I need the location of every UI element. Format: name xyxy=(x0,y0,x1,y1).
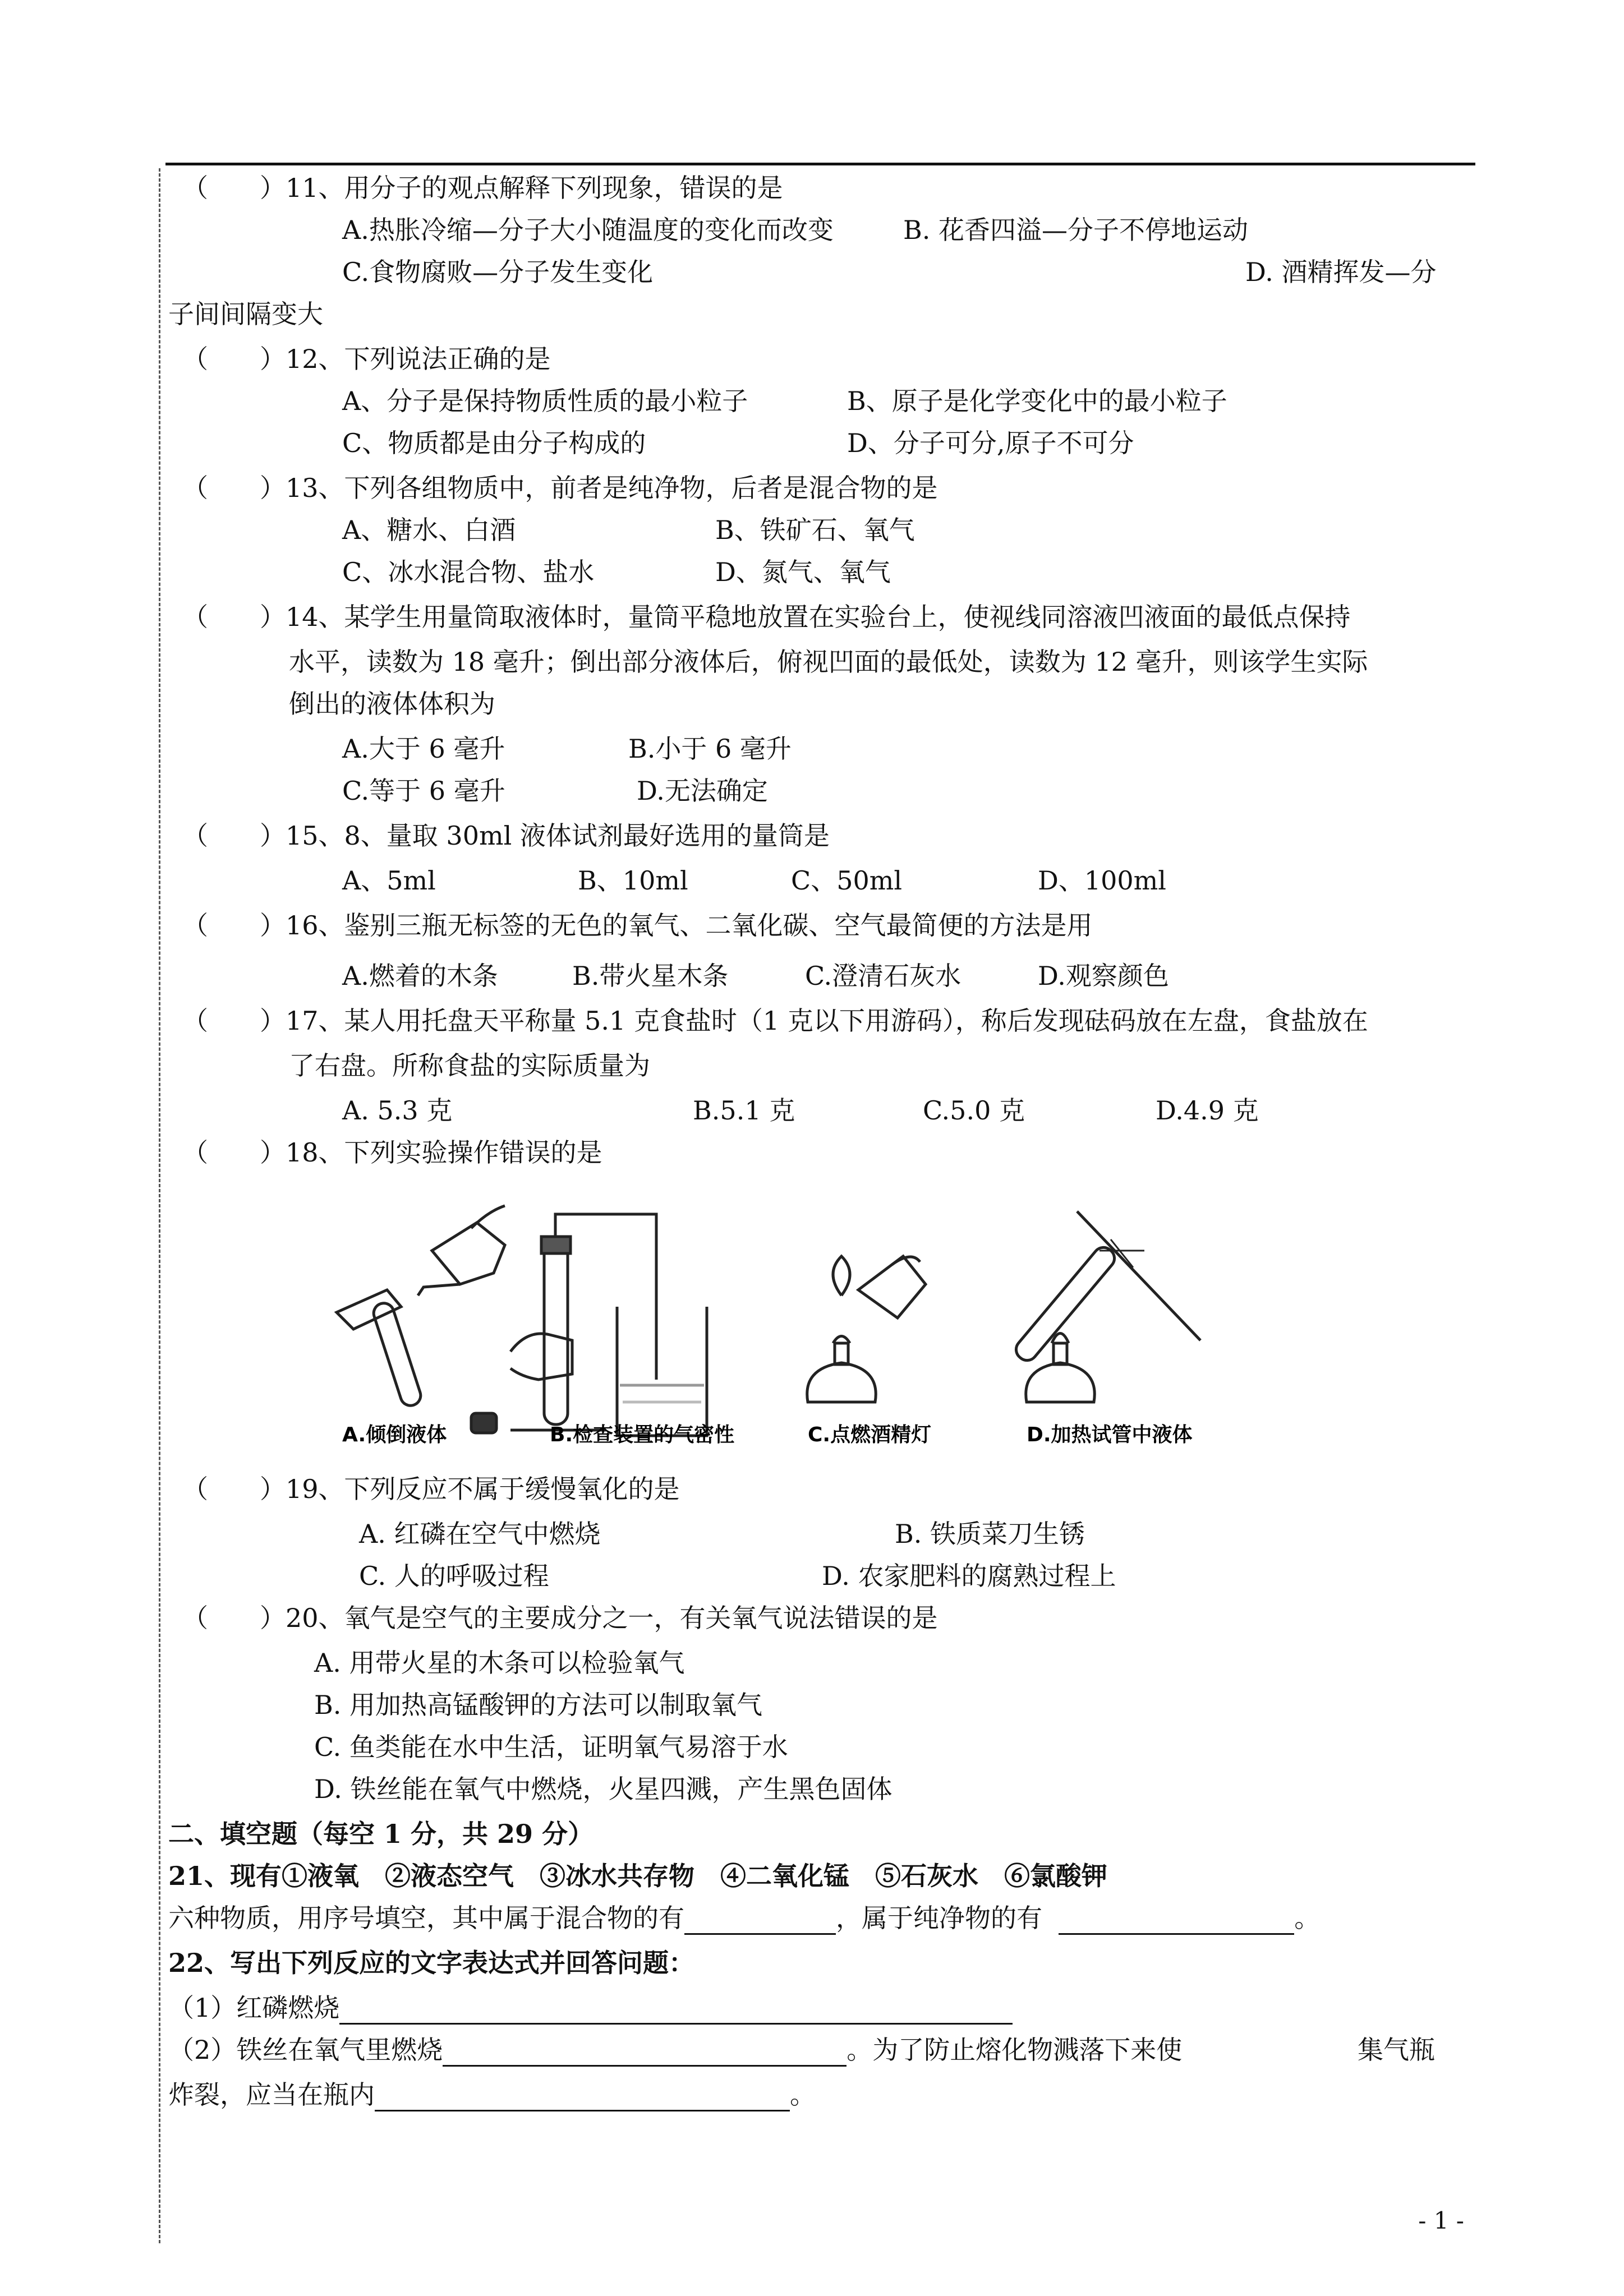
q19-option-c: C. 人的呼吸过程 xyxy=(359,1561,549,1591)
q11-option-c: C.食物腐败—分子发生变化 xyxy=(342,257,654,287)
figure-a-pouring-liquid xyxy=(337,1206,505,1433)
q14-option-a: A.大于 6 毫升 xyxy=(342,734,505,764)
q14-stem: （ ）14、某学生用量筒取液体时，量筒平稳地放置在实验台上，使视线同溶液凹液面的最低点保持 xyxy=(182,602,1351,632)
q19-option-d: D. 农家肥料的腐熟过程上 xyxy=(822,1561,1116,1591)
q19-stem: （ ）19、下列反应不属于缓慢氧化的是 xyxy=(182,1474,680,1504)
q17-stem-line2: 了右盘。所称食盐的实际质量为 xyxy=(289,1050,650,1081)
q21-line2 xyxy=(168,1901,1320,1935)
figure-caption-a: A.倾倒液体 xyxy=(342,1423,447,1446)
q11-option-a: A.热胀冷缩—分子大小随温度的变化而改变 xyxy=(342,215,834,245)
q16-option-c: C.澄清石灰水 xyxy=(805,961,961,991)
q13-option-d: D、氮气、氧气 xyxy=(715,557,891,587)
q22-part2-text-end: 集气瓶 xyxy=(1358,2035,1435,2065)
q22-part2-label: （2）铁丝在氧气里燃烧 xyxy=(168,2035,443,2065)
figure-c-alcohol-lamp xyxy=(807,1256,926,1402)
q22-part3-blank[interactable] xyxy=(375,2083,790,2111)
q13-option-a: A、糖水、白酒 xyxy=(342,515,516,545)
q14-option-b: B.小于 6 毫升 xyxy=(628,734,792,764)
q17-option-d: D.4.9 克 xyxy=(1156,1095,1259,1126)
q21-blank-mixtures[interactable] xyxy=(684,1906,836,1935)
figure-caption-c: C.点燃酒精灯 xyxy=(808,1423,932,1446)
q18-experiment-figure xyxy=(303,1189,1324,1447)
q22-part1-blank[interactable] xyxy=(339,1996,1013,2025)
q14-stem-line3: 倒出的液体体积为 xyxy=(289,689,495,719)
q17-stem: （ ）17、某人用托盘天平称量 5.1 克食盐时（1 克以下用游码），称后发现砝码放在左盘，食盐放在 xyxy=(182,1006,1368,1036)
page-number: - 1 - xyxy=(1418,2207,1464,2234)
q22-part2 xyxy=(168,2033,1182,2067)
q14-option-c: C.等于 6 毫升 xyxy=(342,776,505,806)
q15-option-c: C、50ml xyxy=(791,865,903,896)
q17-option-c: C.5.0 克 xyxy=(923,1095,1025,1126)
q16-option-a: A.燃着的木条 xyxy=(342,961,498,991)
q22-part1-label: （1）红磷燃烧 xyxy=(168,1993,340,2023)
q12-option-d: D、分子可分,原子不可分 xyxy=(847,428,1134,458)
q21-text-b: ，属于纯净物的有 xyxy=(836,1903,1042,1933)
q22-part1 xyxy=(168,1991,1013,2025)
q15-stem: （ ）15、8、量取 30ml 液体试剂最好选用的量筒是 xyxy=(182,820,830,851)
q15-option-a: A、5ml xyxy=(342,865,436,896)
header-rule xyxy=(165,163,1475,165)
q16-option-b: B.带火星木条 xyxy=(572,961,729,991)
q13-stem: （ ）13、下列各组物质中，前者是纯净物，后者是混合物的是 xyxy=(182,473,938,503)
q18-stem: （ ）18、下列实验操作错误的是 xyxy=(182,1137,602,1168)
q15-option-b: B、10ml xyxy=(578,865,688,896)
q14-stem-line2: 水平，读数为 18 毫升；倒出部分液体后，俯视凹面的最低处，读数为 12 毫升，则该学生实际 xyxy=(289,647,1368,677)
q20-stem: （ ）20、氧气是空气的主要成分之一，有关氧气说法错误的是 xyxy=(182,1603,938,1633)
figure-b-airtightness xyxy=(510,1214,707,1436)
q20-option-d: D. 铁丝能在氧气中燃烧，火星四溅，产生黑色固体 xyxy=(314,1774,892,1804)
q20-option-a: A. 用带火星的木条可以检验氧气 xyxy=(314,1648,685,1678)
q16-stem: （ ）16、鉴别三瓶无标签的无色的氧气、二氧化碳、空气最简便的方法是用 xyxy=(182,910,1093,940)
q21-text-c: 。 xyxy=(1294,1903,1321,1933)
q20-option-c: C. 鱼类能在水中生活，证明氧气易溶于水 xyxy=(314,1732,788,1762)
q16-option-d: D.观察颜色 xyxy=(1038,961,1169,991)
q11-option-b: B. 花香四溢—分子不停地运动 xyxy=(903,215,1249,245)
q11-option-d: D. 酒精挥发—分 xyxy=(1245,257,1437,287)
q22-part2-blank[interactable] xyxy=(443,2038,846,2067)
q19-option-a: A. 红磷在空气中燃烧 xyxy=(359,1519,601,1549)
q21-blank-pure[interactable] xyxy=(1059,1906,1294,1935)
q11-option-d-cont: 子间间隔变大 xyxy=(168,299,323,329)
q15-option-d: D、100ml xyxy=(1038,865,1167,896)
q12-option-b: B、原子是化学变化中的最小粒子 xyxy=(847,386,1227,416)
section-2-title: 二、填空题（每空 1 分，共 29 分） xyxy=(168,1819,594,1849)
q19-option-b: B. 铁质菜刀生锈 xyxy=(895,1519,1085,1549)
q20-option-b: B. 用加热高锰酸钾的方法可以制取氧气 xyxy=(314,1690,763,1720)
q22-title: 22、写出下列反应的文字表达式并回答问题： xyxy=(168,1948,695,1978)
q22-part3-end: 。 xyxy=(790,2080,816,2110)
q13-option-c: C、冰水混合物、盐水 xyxy=(342,557,595,587)
figure-caption-d: D.加热试管中液体 xyxy=(1027,1423,1193,1446)
q22-part3 xyxy=(168,2078,816,2111)
q17-option-a: A. 5.3 克 xyxy=(342,1095,453,1126)
q12-stem: （ ）12、下列说法正确的是 xyxy=(182,344,551,374)
q22-part3-label: 炸裂，应当在瓶内 xyxy=(168,2080,375,2110)
q17-option-b: B.5.1 克 xyxy=(693,1095,795,1126)
q11-stem: （ ）11、用分子的观点解释下列现象，错误的是 xyxy=(182,173,783,203)
q22-part2-text: 。为了防止熔化物溅落下来使 xyxy=(846,2035,1183,2065)
q13-option-b: B、铁矿石、氧气 xyxy=(715,515,915,545)
q14-option-d: D.无法确定 xyxy=(637,776,768,806)
q21-text-a: 六种物质，用序号填空，其中属于混合物的有 xyxy=(168,1903,684,1933)
figure-d-heating-test-tube xyxy=(1012,1211,1200,1402)
q21-line1: 21、现有①液氧 ②液态空气 ③冰水共存物 ④二氧化锰 ⑤石灰水 ⑥氯酸钾 xyxy=(168,1861,1108,1891)
figure-caption-b: B.检查装置的气密性 xyxy=(550,1423,735,1446)
q12-option-c: C、物质都是由分子构成的 xyxy=(342,428,646,458)
binding-margin-line xyxy=(159,168,160,2243)
q12-option-a: A、分子是保持物质性质的最小粒子 xyxy=(342,386,748,416)
